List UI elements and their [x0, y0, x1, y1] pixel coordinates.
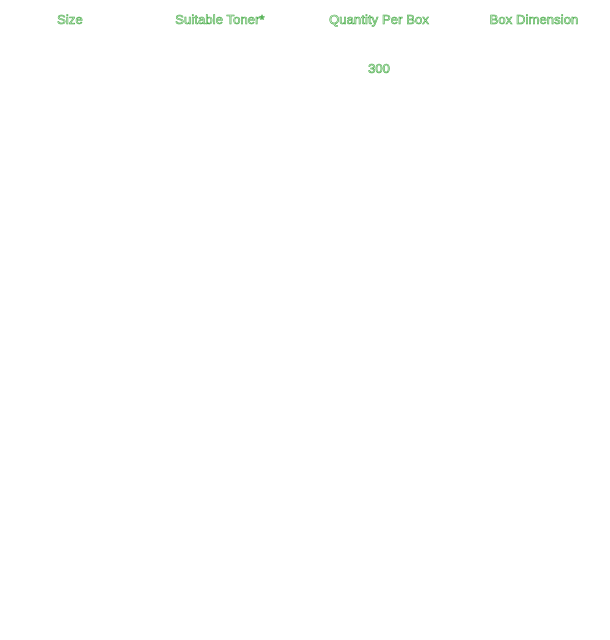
cell-quantity-per-box: 300	[368, 61, 390, 76]
table-row	[0, 40, 610, 98]
header-suitable-toner: Suitable Toner*	[175, 12, 265, 27]
table-header-row	[0, 0, 610, 40]
header-size: Size	[57, 12, 83, 27]
header-quantity-per-box: Quantity Per Box	[329, 12, 429, 27]
header-box-dimension: Box Dimension	[489, 12, 579, 27]
spec-table	[0, 0, 610, 98]
